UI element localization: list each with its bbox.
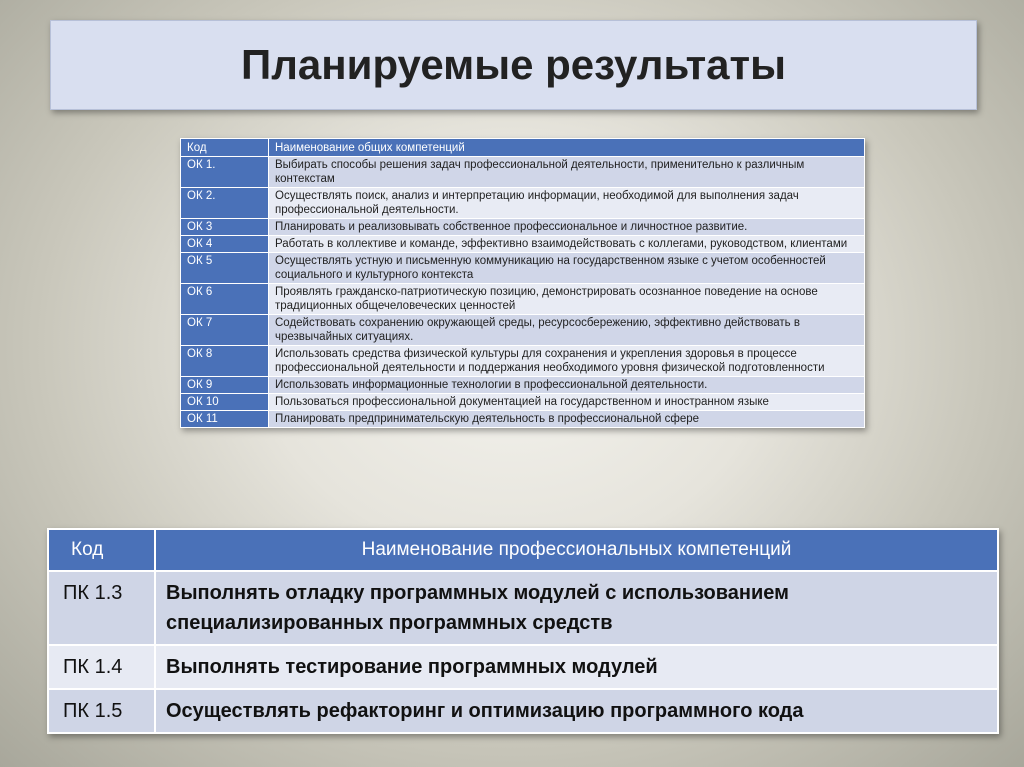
competency-name: Использовать информационные технологии в профессиональной деятельности. (269, 377, 865, 394)
header-name: Наименование общих компетенций (269, 139, 865, 157)
table-row (181, 188, 865, 219)
competency-code: ОК 6 (181, 284, 269, 315)
competency-name: Проявлять гражданско-патриотическую позицию, демонстрировать осознанное поведение на основе традиционных общечеловеческих ценностей (269, 284, 865, 315)
table-row (181, 377, 865, 394)
table-row (181, 346, 865, 377)
competency-name: Осуществлять поиск, анализ и интерпретацию информации, необходимой для выполнения задач профессиональной деятельности. (269, 188, 865, 219)
competency-code: ОК 11 (181, 411, 269, 428)
page-title: Планируемые результаты (241, 41, 786, 88)
competency-code: ОК 3 (181, 219, 269, 236)
table-header-row (181, 139, 865, 157)
table-row (48, 645, 998, 689)
table-row (48, 571, 998, 645)
competency-code: ОК 10 (181, 394, 269, 411)
table-header-row (48, 529, 998, 571)
professional-competencies-table (47, 528, 999, 734)
table-row (181, 157, 865, 188)
competency-name: Осуществлять рефакторинг и оптимизацию программного кода (155, 689, 998, 733)
competency-name: Планировать и реализовывать собственное профессиональное и личностное развитие. (269, 219, 865, 236)
table-row (181, 315, 865, 346)
header-name: Наименование профессиональных компетенций (155, 529, 998, 571)
competency-name: Планировать предпринимательскую деятельность в профессиональной сфере (269, 411, 865, 428)
table-row (48, 689, 998, 733)
table-row (181, 394, 865, 411)
table-row (181, 253, 865, 284)
competency-name: Использовать средства физической культуры для сохранения и укрепления здоровья в процессе профессиональной деятельности и поддержания необходимого уровня физической подготовленности (269, 346, 865, 377)
competency-name: Работать в коллективе и команде, эффективно взаимодействовать с коллегами, руководством, клиентами (269, 236, 865, 253)
header-code: Код (48, 529, 155, 571)
competency-code: ОК 5 (181, 253, 269, 284)
table-row (181, 219, 865, 236)
table-row (181, 411, 865, 428)
title-banner (50, 20, 977, 110)
competency-name: Выполнять тестирование программных модулей (155, 645, 998, 689)
table-row (181, 236, 865, 253)
competency-name: Выбирать способы решения задач профессиональной деятельности, применительно к различным контекстам (269, 157, 865, 188)
table-row (181, 284, 865, 315)
competency-name: Пользоваться профессиональной документацией на государственном и иностранном языке (269, 394, 865, 411)
competency-code: ПК 1.4 (48, 645, 155, 689)
competency-name: Осуществлять устную и письменную коммуникацию на государственном языке с учетом особенностей социального и культурного контекста (269, 253, 865, 284)
competency-code: ОК 8 (181, 346, 269, 377)
competency-code: ОК 1. (181, 157, 269, 188)
competency-code: ОК 4 (181, 236, 269, 253)
header-code: Код (181, 139, 269, 157)
competency-code: ПК 1.5 (48, 689, 155, 733)
competency-code: ПК 1.3 (48, 571, 155, 645)
competency-code: ОК 7 (181, 315, 269, 346)
competency-name: Выполнять отладку программных модулей с использованием специализированных программных средств (155, 571, 998, 645)
competency-name: Содействовать сохранению окружающей среды, ресурсосбережению, эффективно действовать в чрезвычайных ситуациях. (269, 315, 865, 346)
competency-code: ОК 9 (181, 377, 269, 394)
competency-code: ОК 2. (181, 188, 269, 219)
general-competencies-table (180, 138, 865, 428)
